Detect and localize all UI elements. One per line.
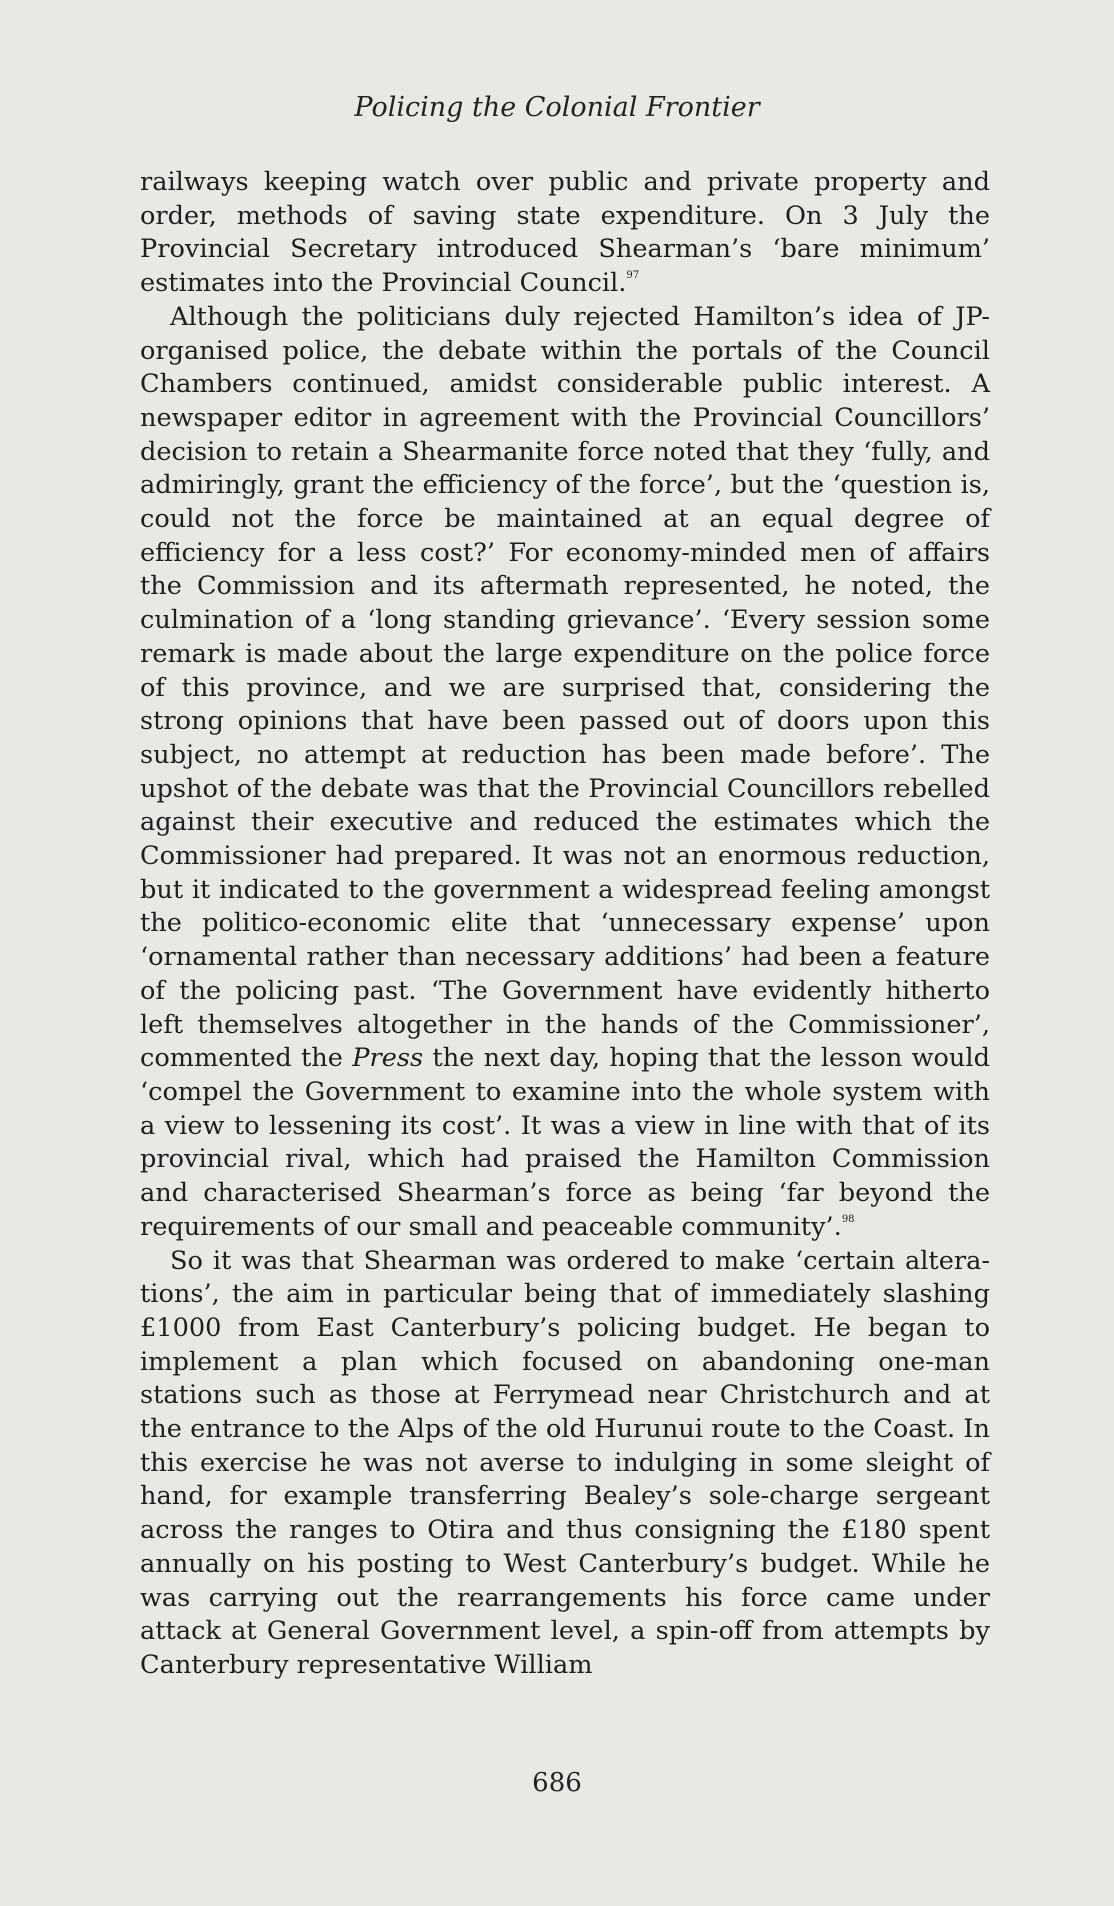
paragraph-1 bbox=[140, 166, 990, 301]
paragraph-3-text: So it was that Shearman was ordered to make ‘certain alterations’, the aim in particular being that of immediately slashing £1000 from East Canterbury’s policing budget. He began to implement a plan which focused on abandoning one-man stations such as those at Ferrymead near Christchurch and at the entrance to the Alps of the old Hurunui route to the Coast. In this exercise he was not averse to indulging in some sleight of hand, for example transferring Bealey’s sole-charge sergeant across the ranges to Otira and thus consigning the £180 spent annually on his posting to West Canterbury’s budget. While he was carrying out the rearrangements his force came under attack at General Government level, a spin-off from attempts by Canterbury representative William bbox=[140, 1245, 990, 1680]
body-text bbox=[140, 166, 990, 1683]
footnote-ref-97[interactable]: 97 bbox=[626, 270, 640, 282]
paragraph-2-text-b: the next day, hoping that the lesson would ‘compel the Government to examine into the whole system with a view to lessening its cost’. It was a view in line with that of its provincial rival, which had praised the Hamilton Commission and characterised Shearman’s force as being ‘far beyond the requirements of our small and peaceable community’. bbox=[140, 1043, 990, 1242]
footnote-ref-98[interactable]: 98 bbox=[841, 1213, 855, 1225]
newspaper-title-press: Press bbox=[352, 1043, 424, 1074]
page-number: 686 bbox=[532, 1768, 582, 1798]
paragraph-2 bbox=[140, 301, 990, 1245]
running-head: Policing the Colonial Frontier bbox=[354, 92, 760, 123]
paragraph-2-text-a: Although the politicians duly rejected Hamilton’s idea of JP-organised police, the debate within the portals of the Council Chambers continued, amidst considerable public interest. A newspaper editor in agreement with the Provincial Councillors’ decision to retain a Shearmanite force noted that they ‘fully, and admiringly, grant the efficiency of the force’, but the ‘question is, could not the force be maintained at an equal degree of efficiency for a less cost?’ For economy-minded men of affairs the Commission and its aftermath represented, he noted, the culmination of a ‘long standing grievance’. ‘Every session some remark is made about the large expenditure on the police force of this province, and we are surprised that, considering the strong opinions that have been passed out of doors upon this subject, no attempt at reduction has been made before’. The upshot of the debate was that the Provincial Councillors rebelled against their executive and reduced the estimates which the Commissioner had prepared. It was not an enormous reduction, but it indicated to the government a widespread feeling amongst the politico-economic elite that ‘unnecessary expense’ upon ‘ornamental rather than necessary additions’ had been a feature of the policing past. ‘The Government have evidently hitherto left themselves altogether in the hands of the Commissioner’, commented the bbox=[140, 301, 990, 1074]
paragraph-3 bbox=[140, 1245, 990, 1683]
paragraph-1-text: railways keeping watch over public and private property and order, methods of saving state expenditure. On 3 July the Provincial Secretary introduced Shearman’s ‘bare minimum’ estimates into the Provincial Council. bbox=[140, 167, 990, 299]
